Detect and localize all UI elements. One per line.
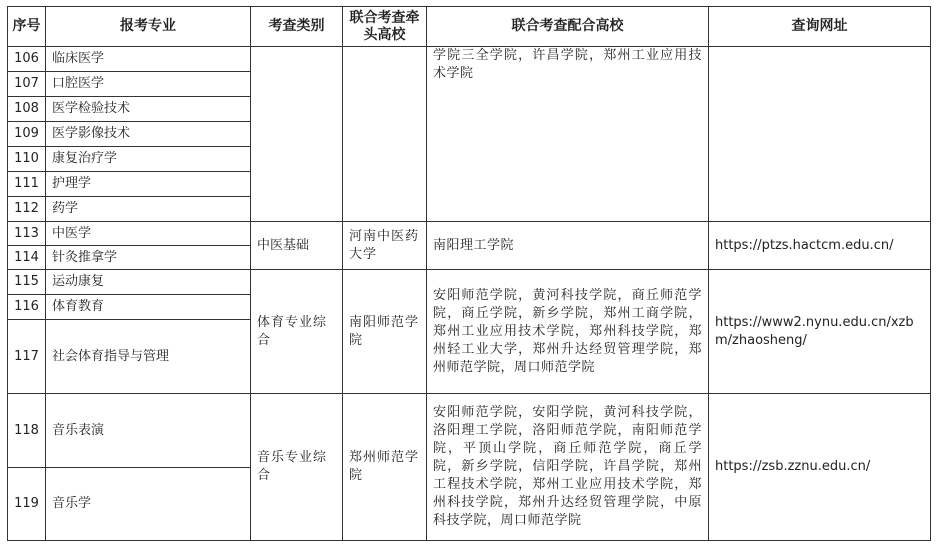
- partner-schools-cell: 安阳师范学院，安阳学院，黄河科技学院，洛阳理工学院，洛阳师范学院，南阳师范学院，平顶山学院，商丘师范学院，商丘学院，新乡学院，信阳学院，许昌学院，郑州工程技术学院，郑州工业应用技术学院，郑州科技学院，郑州升达经贸管理学院，中原科技学院，周口师范学院: [427, 394, 709, 541]
- table-row: [8, 270, 931, 295]
- header-partner-schools: 联合考查配合高校: [427, 7, 709, 47]
- partner-schools-cell: 安阳师范学院，黄河科技学院，商丘师范学院，商丘学院，新乡学院，郑州工商学院，郑州工业应用技术学院，郑州科技学院，郑州轻工业大学，郑州升达经贸管理学院，郑州师范学院，周口师范学院: [427, 270, 709, 394]
- admission-table: [7, 6, 931, 541]
- category-cell: [251, 47, 343, 222]
- row-seq: 108: [8, 97, 46, 122]
- row-major: 体育教育: [46, 295, 251, 320]
- query-url-cell: https://ptzs.hactcm.edu.cn/: [709, 222, 931, 270]
- row-seq: 109: [8, 122, 46, 147]
- row-major: 医学影像技术: [46, 122, 251, 147]
- row-seq: 111: [8, 172, 46, 197]
- header-query-url: 查询网址: [709, 7, 931, 47]
- table-header-row: [8, 7, 931, 47]
- lead-school-cell: 郑州师范学院: [343, 394, 427, 541]
- lead-school-cell: [343, 47, 427, 222]
- row-major: 针灸推拿学: [46, 246, 251, 270]
- row-seq: 115: [8, 270, 46, 295]
- table-row: [8, 47, 931, 72]
- query-url-cell: https://zsb.zznu.edu.cn/: [709, 394, 931, 541]
- header-major: 报考专业: [46, 7, 251, 47]
- row-major: 音乐表演: [46, 394, 251, 468]
- row-major: 音乐学: [46, 468, 251, 541]
- category-cell: 体育专业综合: [251, 270, 343, 394]
- row-major: 临床医学: [46, 47, 251, 72]
- partner-schools-cell: 南阳理工学院: [427, 222, 709, 270]
- row-seq: 114: [8, 246, 46, 270]
- row-seq: 116: [8, 295, 46, 320]
- row-seq: 110: [8, 147, 46, 172]
- row-major: 康复治疗学: [46, 147, 251, 172]
- row-major: 运动康复: [46, 270, 251, 295]
- row-seq: 113: [8, 222, 46, 246]
- row-seq: 119: [8, 468, 46, 541]
- lead-school-cell: 南阳师范学院: [343, 270, 427, 394]
- row-major: 中医学: [46, 222, 251, 246]
- row-major: 社会体育指导与管理: [46, 320, 251, 394]
- row-major: 护理学: [46, 172, 251, 197]
- table-row: [8, 222, 931, 246]
- query-url-cell: [709, 47, 931, 222]
- row-seq: 106: [8, 47, 46, 72]
- row-seq: 112: [8, 197, 46, 222]
- row-seq: 117: [8, 320, 46, 394]
- category-cell: 音乐专业综合: [251, 394, 343, 541]
- row-major: 口腔医学: [46, 72, 251, 97]
- lead-school-cell: 河南中医药大学: [343, 222, 427, 270]
- header-category: 考查类别: [251, 7, 343, 47]
- row-seq: 107: [8, 72, 46, 97]
- query-url-cell: https://www2.nynu.edu.cn/xzbm/zhaosheng/: [709, 270, 931, 394]
- category-cell: 中医基础: [251, 222, 343, 270]
- table-row: [8, 394, 931, 468]
- header-lead-school: 联合考查牵头高校: [343, 7, 427, 47]
- header-seq: 序号: [8, 7, 46, 47]
- row-seq: 118: [8, 394, 46, 468]
- row-major: 医学检验技术: [46, 97, 251, 122]
- partner-schools-cell: 学院三全学院，许昌学院，郑州工业应用技术学院: [427, 47, 709, 222]
- row-major: 药学: [46, 197, 251, 222]
